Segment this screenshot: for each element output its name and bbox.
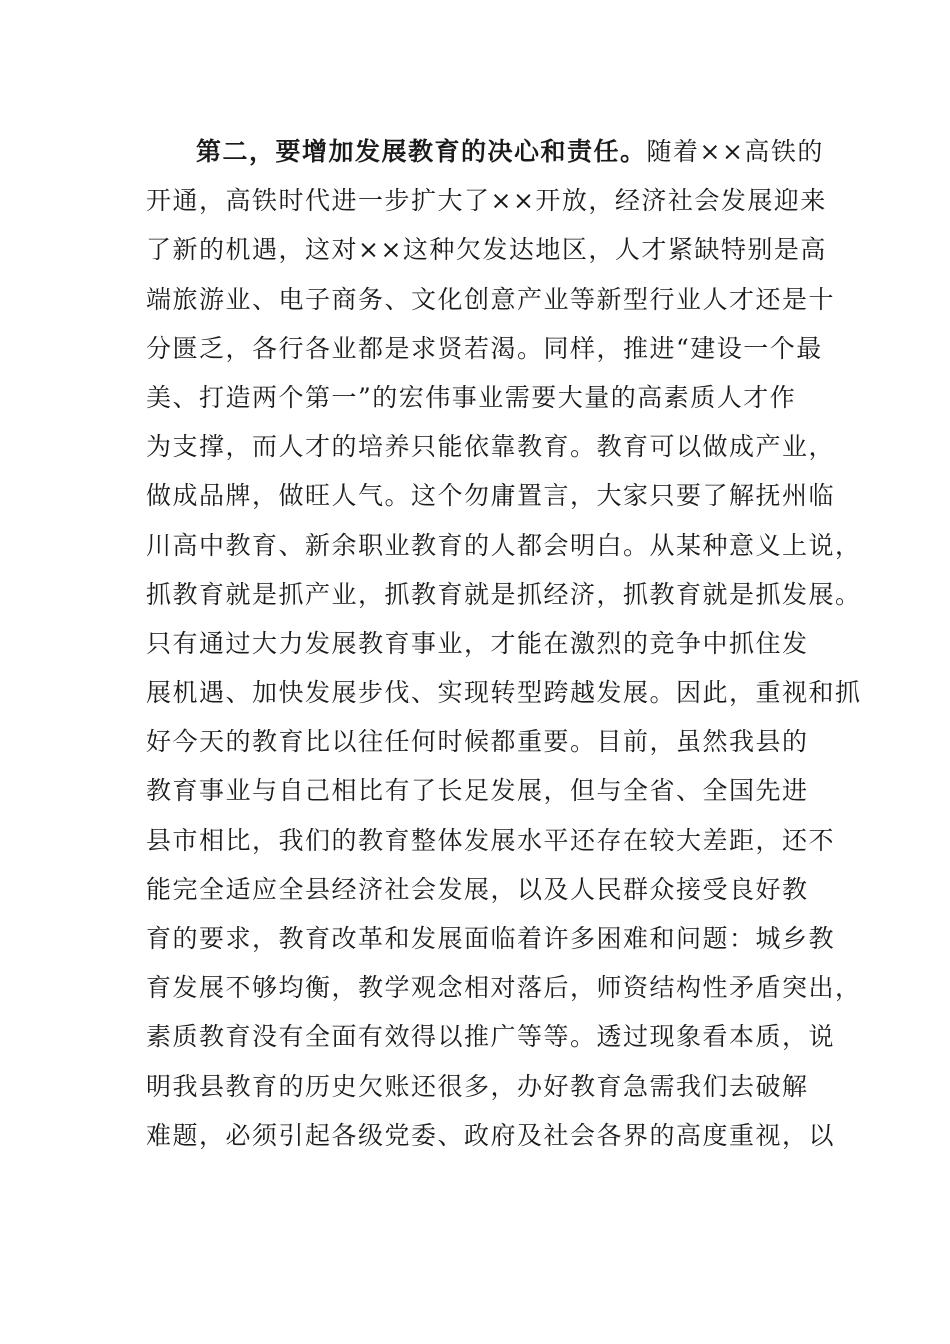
paragraph-line: 分匮乏，各行各业都是求贤若渴。同样，推进“建设一个最: [146, 333, 823, 363]
paragraph-line: 县市相比，我们的教育整体发展水平还存在较大差距，还不: [146, 825, 836, 855]
paragraph-line: 素质教育没有全面有效得以推广等等。透过现象看本质，说: [146, 1022, 836, 1052]
paragraph-line: 育的要求，教育改革和发展面临着许多困难和问题：城乡教: [146, 924, 836, 953]
paragraph-line: 好今天的教育比以往任何时候都重要。目前，虽然我县的: [146, 727, 809, 757]
paragraph-line: 川高中教育、新余职业教育的人都会明白。从某种意义上说，: [146, 530, 862, 560]
paragraph-line: 明我县教育的历史欠账还很多，办好教育急需我们去破解: [146, 1071, 809, 1101]
paragraph-line: 美、打造两个第一”的宏伟事业需要大量的高素质人才作: [146, 382, 797, 412]
paragraph-line: 教育事业与自己相比有了长足发展，但与全省、全国先进: [146, 776, 809, 806]
paragraph-line: 抓教育就是抓产业，抓教育就是抓经济，抓教育就是抓发展。: [146, 579, 862, 609]
paragraph-line: 了新的机遇，这对××这种欠发达地区，人才紧缺特别是高: [146, 235, 827, 265]
paragraph-line: 开通，高铁时代进一步扩大了××开放，经济社会发展迎来: [146, 186, 827, 216]
paragraph-line: 端旅游业、电子商务、文化创意产业等新型行业人才还是十: [146, 284, 836, 314]
paragraph-line: 只有通过大力发展教育事业，才能在激烈的竞争中抓住发: [146, 628, 809, 658]
section-heading: 第二，要增加发展教育的决心和责任。: [196, 137, 647, 166]
paragraph-line: 为支撑，而人才的培养只能依靠教育。教育可以做成产业，: [146, 432, 836, 462]
paragraph-line: 做成品牌，做旺人气。这个勿庸置言，大家只要了解抚州临: [146, 481, 836, 511]
paragraph-line: 展机遇、加快发展步伐、实现转型跨越发展。因此，重视和抓: [146, 678, 862, 708]
paragraph-line: 能完全适应全县经济社会发展，以及人民群众接受良好教: [146, 874, 809, 904]
body-paragraph: [146, 127, 862, 1160]
paragraph-line: 难题，必须引起各级党委、政府及社会各界的高度重视，以: [146, 1120, 836, 1150]
paragraph-text: 随着××高铁的: [646, 137, 824, 166]
paragraph-line: 育发展不够均衡，教学观念相对落后，师资结构性矛盾突出，: [146, 973, 862, 1003]
paragraph-line: [146, 127, 826, 176]
